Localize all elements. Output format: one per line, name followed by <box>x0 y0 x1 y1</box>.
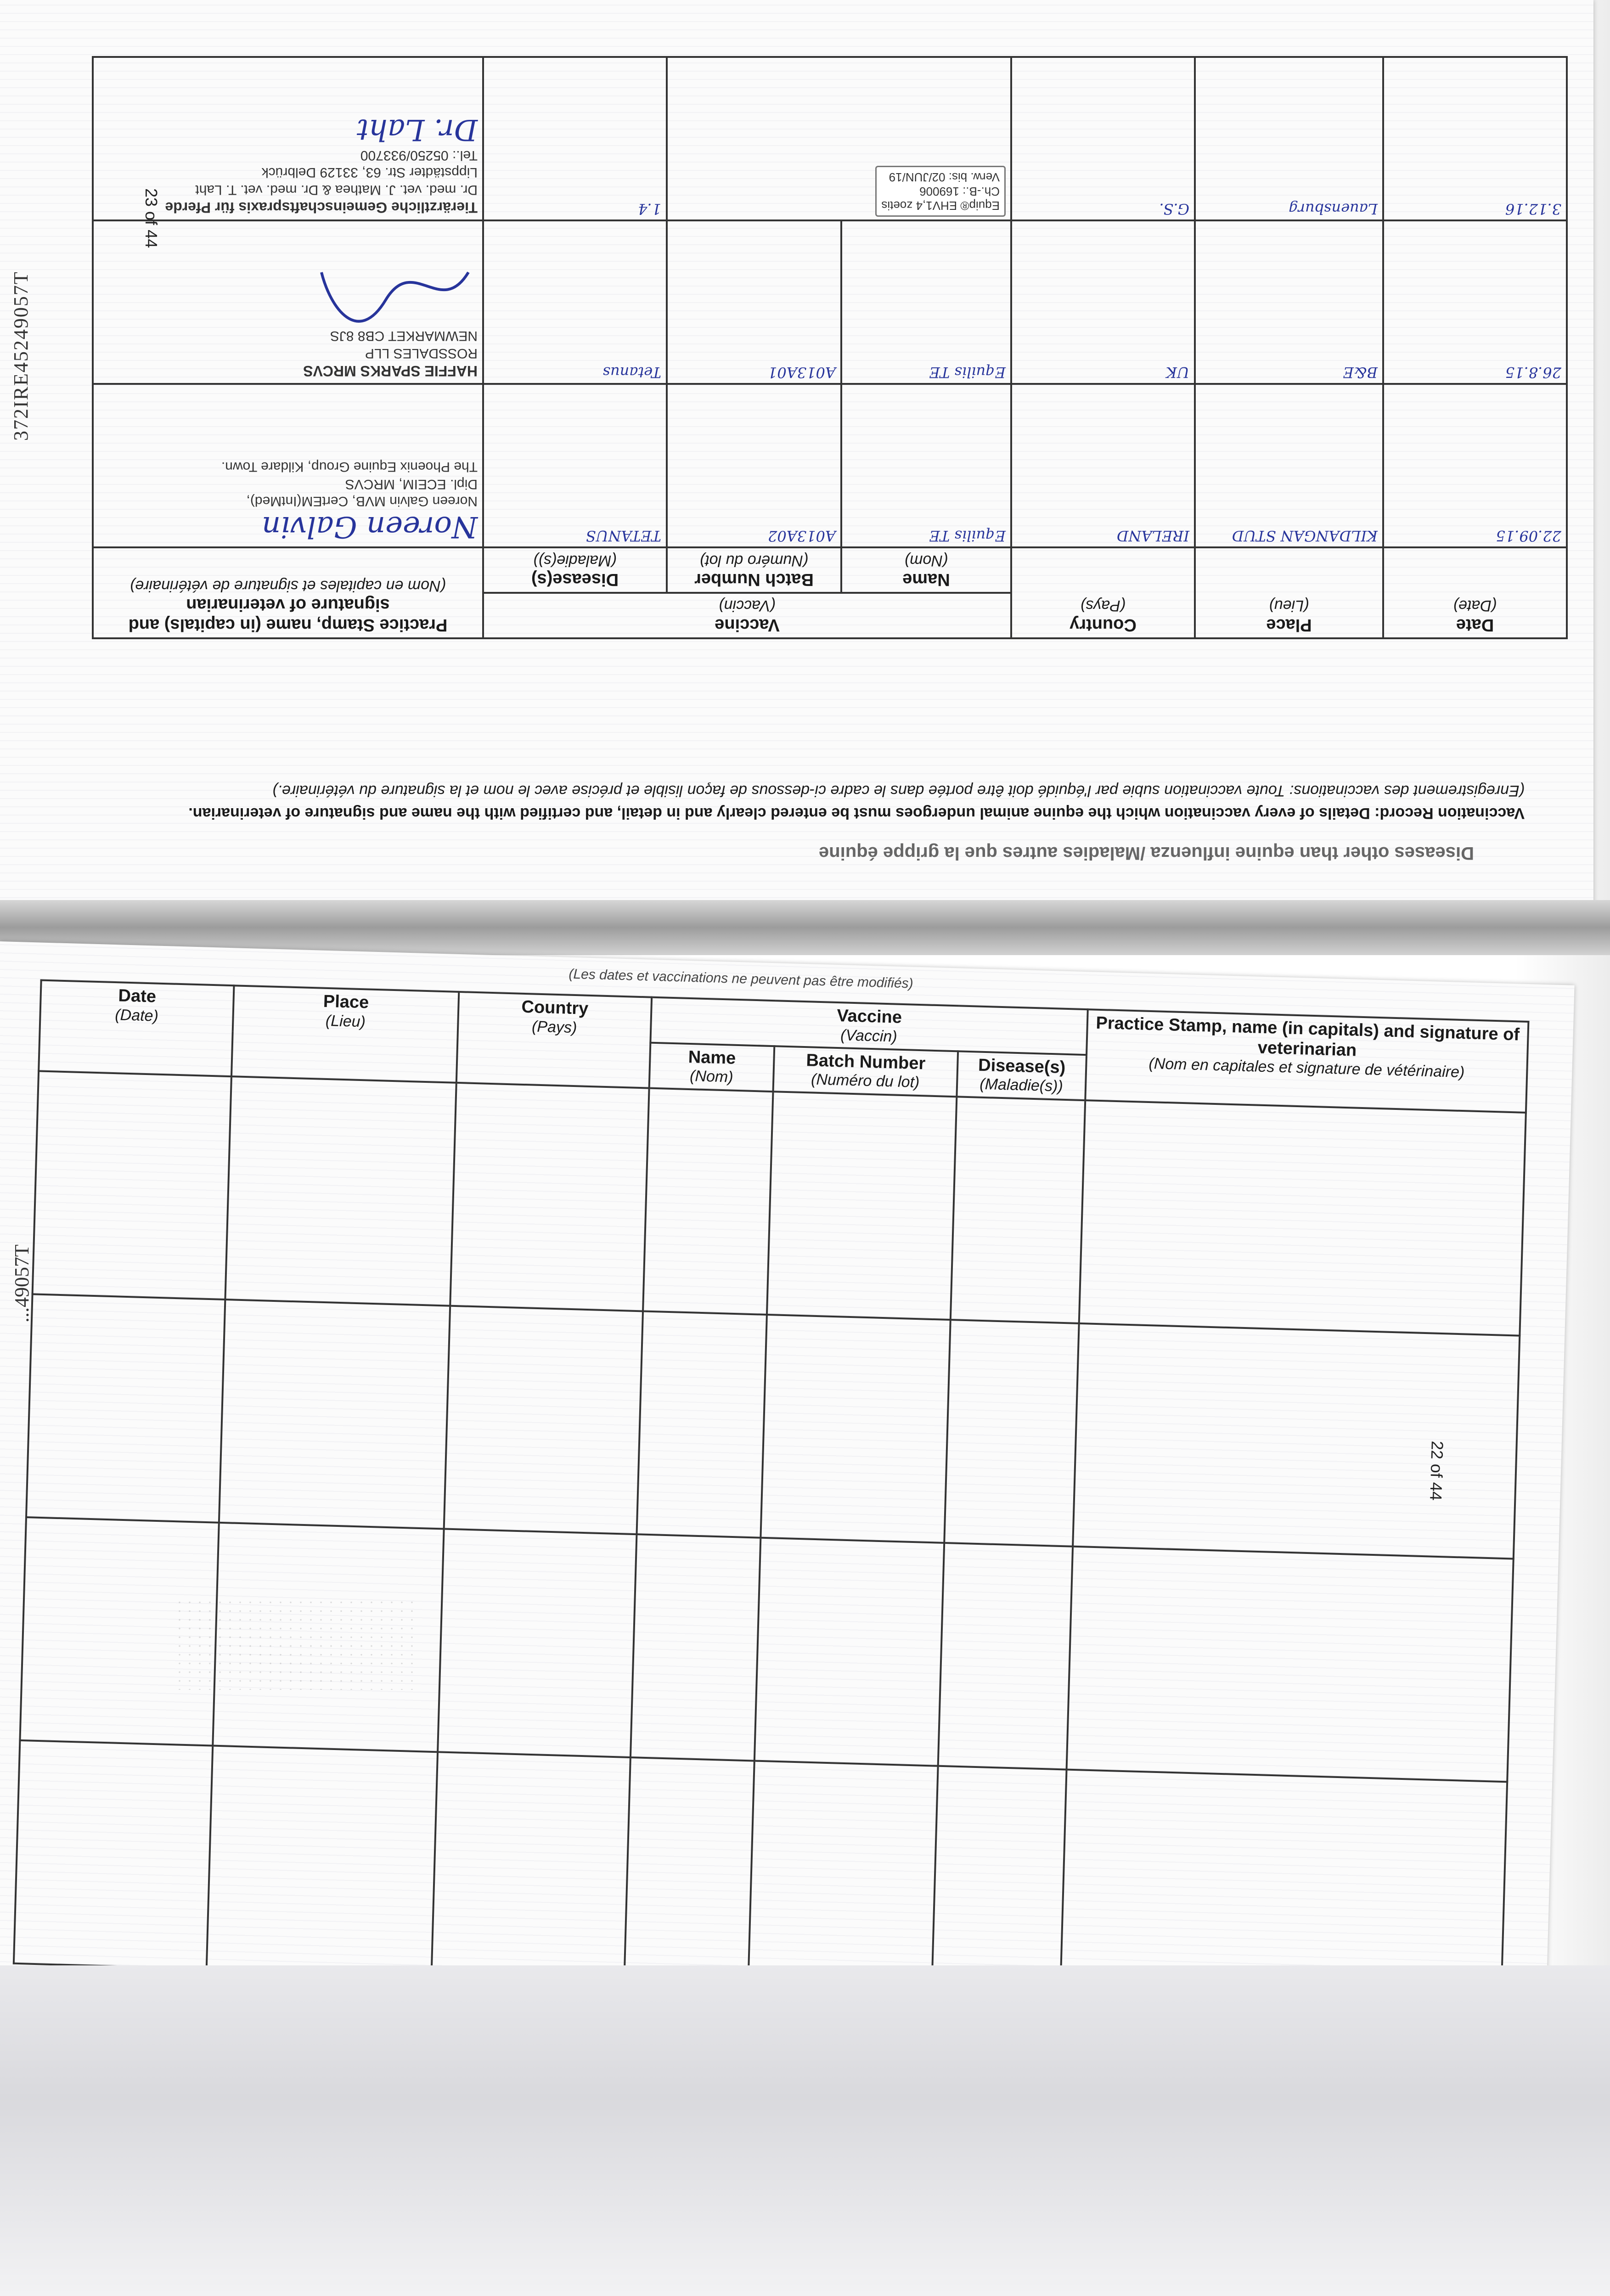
cell-place: B&E <box>1195 220 1383 384</box>
veterinarian-signature: Dr. Laht <box>356 113 478 147</box>
cell-disease: Tetanus <box>483 220 667 384</box>
vaccination-record-text <box>147 779 1525 824</box>
page-number: 23 of 44 <box>142 188 161 248</box>
label-line: Ch.-B.: 169006 <box>919 185 1000 199</box>
record-title: Vaccination Record: Details of every vaccination which the equine animal undergoes must be entered clearly and in detail, and certified with the name and signature of veterinarian. <box>188 805 1525 822</box>
header-date: Date (Date) <box>39 980 234 1076</box>
ink-smudge <box>175 1598 413 1690</box>
signature-scribble-icon <box>312 254 478 327</box>
header-practice-stamp: Practice Stamp, name (in capitals) and signature of veterinarian (Nom en capitales et signature de vétérinaire) <box>1085 1009 1528 1112</box>
cell-vaccine-name: Equilis TE <box>841 384 1011 547</box>
label-line: Equip® EHV1,4 zoetis <box>881 199 1000 213</box>
header-country: Country (Pays) <box>456 992 652 1088</box>
stamp-line: NEWMARKET CB8 8JS <box>330 328 478 344</box>
cell-country: G.S. <box>1011 57 1195 220</box>
stamp-line: Noreen Galvin MVB, CertEM(IntMed), <box>246 494 478 509</box>
header-diseases: Disease(s) (Maladie(s)) <box>957 1051 1086 1100</box>
table-row <box>93 220 1567 384</box>
cell-date: 3.12.16 <box>1383 57 1567 220</box>
cell-disease: TETANUS <box>483 384 667 547</box>
page-22 <box>0 941 1575 2055</box>
cell-vaccine-label <box>667 57 1011 220</box>
page-number: 22 of 44 <box>1426 1441 1447 1501</box>
table-row <box>93 384 1567 547</box>
horse-id-fragment: ...49057T <box>11 1244 33 1322</box>
stamp-line: HAFFIE SPARKS MRCVS <box>303 363 478 380</box>
vaccine-label-sticker <box>875 166 1006 217</box>
cell-practice-stamp <box>93 384 483 547</box>
header-diseases: Disease(s) (Maladie(s)) <box>483 547 667 593</box>
header-place: Place (Lieu) <box>1195 547 1383 638</box>
table-row <box>26 1294 1520 1559</box>
stamp-line: Dipl. ECEIM, MRCVS <box>345 476 478 492</box>
cell-place: Lauensburg <box>1195 57 1383 220</box>
label-line: Verw. bis: 02/JUN/19 <box>889 170 1000 185</box>
cell-country: UK <box>1011 220 1195 384</box>
header-vaccine-name: Name (Nom) <box>649 1042 775 1091</box>
cell-date: 26.8.15 <box>1383 220 1567 384</box>
cell-batch-number: A013A01 <box>667 220 841 384</box>
stamp-line: Dr. med. vet. J. Mathea & Dr. med. vet. T. Laht <box>195 182 478 197</box>
vaccination-table-empty <box>13 979 1530 2005</box>
header-batch-number: Batch Number (Numéro du lot) <box>773 1046 958 1097</box>
stamp-line: Lippstädter Str. 63, 33129 Delbrück <box>261 165 478 180</box>
section-heading: Diseases other than equine influenza /Maladies autres que la grippe équine <box>818 843 1474 863</box>
cell-batch-number: A013A02 <box>667 384 841 547</box>
plastic-sleeve <box>0 1965 1610 2296</box>
table-row <box>93 57 1567 220</box>
practice-stamp <box>98 146 478 217</box>
stamp-line: The Phoenix Equine Group, Kildare Town. <box>221 459 478 475</box>
record-title-fr: (Enregistrement des vaccinations: Toute vaccination subie par l'équidé doit être portée dans le cadre ci-dessous de façon lisible et précise avec le nom et la signature du vétérinaire.) <box>272 782 1525 799</box>
stamp-line: Tierärztliche Gemeinschaftspraxis für Pferde <box>165 199 478 216</box>
practice-stamp <box>98 458 478 510</box>
header-place: Place (Lieu) <box>231 985 459 1082</box>
vaccination-table <box>92 56 1568 639</box>
horse-id-number: 372IRE45249057T <box>10 271 32 441</box>
page-23-rotated-content <box>0 0 1593 923</box>
cell-country: IRELAND <box>1011 384 1195 547</box>
cell-date: 22.09.15 <box>1383 384 1567 547</box>
header-batch-number: Batch Number (Numéro du lot) <box>667 547 841 593</box>
modification-note: (Les dates et vaccinations ne peuvent pas être modifiés) <box>569 966 914 991</box>
cell-vaccine-name: Equilis TE <box>841 220 1011 384</box>
header-practice-stamp: Practice Stamp, name (in capitals) and signature of veterinarian (Nom en capitales et signature de vétérinaire) <box>93 547 483 638</box>
header-vaccine: Vaccine (Vaccin) <box>650 997 1087 1055</box>
page-23 <box>0 0 1593 923</box>
header-vaccine-name: Name (Nom) <box>841 547 1011 593</box>
stamp-line: Tel.: 05250/933700 <box>360 147 478 163</box>
practice-stamp <box>98 327 478 381</box>
cell-place: KILDANGAN STUD <box>1195 384 1383 547</box>
header-date: Date (Date) <box>1383 547 1567 638</box>
book-gutter <box>0 900 1610 955</box>
cell-practice-stamp <box>93 220 483 384</box>
header-country: Country (Pays) <box>1011 547 1195 638</box>
table-row <box>33 1071 1526 1335</box>
stamp-line: ROSSDALES LLP <box>365 345 478 361</box>
cell-disease: 1.4 <box>483 57 667 220</box>
header-vaccine: Vaccine (Vaccin) <box>483 593 1011 638</box>
veterinarian-signature: Noreen Galvin <box>261 510 478 544</box>
cell-practice-stamp <box>93 57 483 220</box>
